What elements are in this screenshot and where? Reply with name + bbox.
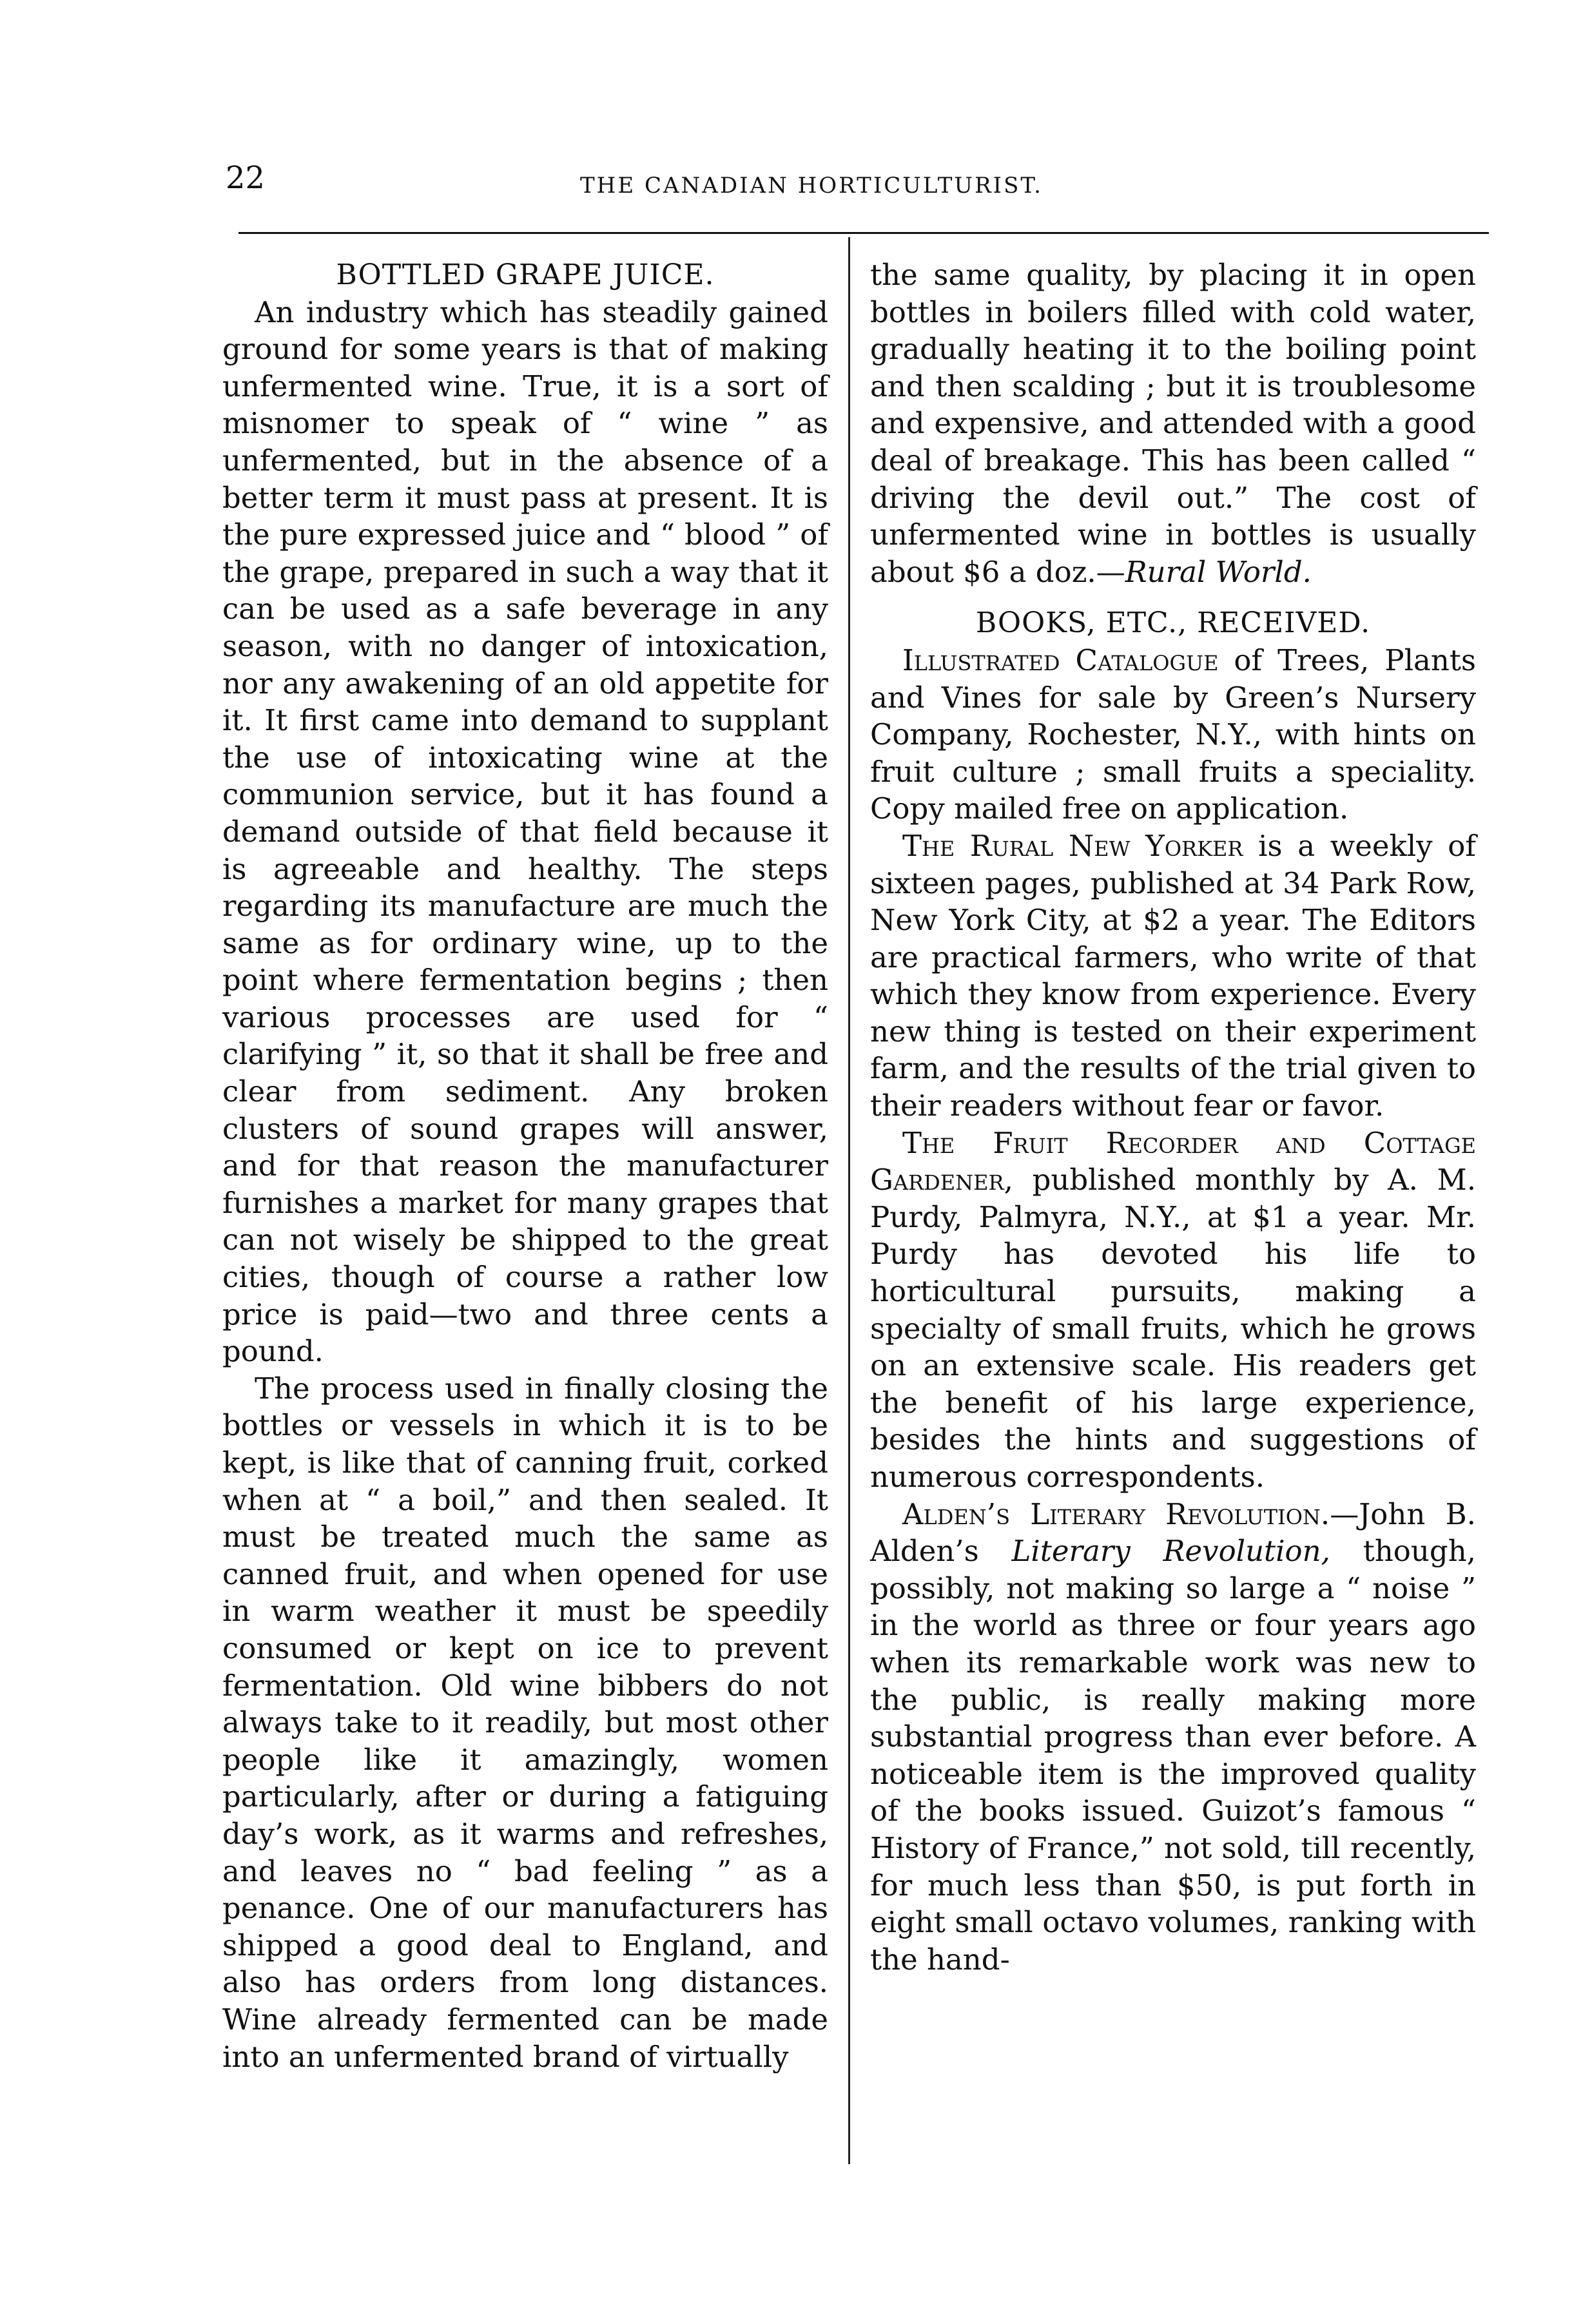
book-description: published monthly by A. M. Purdy, Palmyra, N.Y., at $1 a year. Mr. Purdy has devoted his life to horticultural pursuits, making a specialty of small fruits, which he grows on an extensive scale. His readers get the benefit of his large experience, besides the hints and suggestions of numerous correspondents. xyxy=(870,1163,1476,1494)
book-entry xyxy=(870,1125,1476,1496)
book-italic-title: Literary Revolution, xyxy=(1011,1534,1330,1569)
book-title: The Rural New Yorker xyxy=(902,828,1243,863)
book-description: —John B. Alden’s xyxy=(870,1496,1476,1569)
running-head: THE CANADIAN HORTICULTURIST. xyxy=(580,173,1043,199)
source-credit: Rural World. xyxy=(1125,554,1312,589)
article-paragraph-1: An industry which has steadily gained ground for some years is that of making unfermented wine. True, it is a sort of misnomer to speak of “ wine ” as unfermented, but in the absence of a better term it must pass at present. It is the pure expressed juice and “ blood ” of the grape, prepared in such a way that it can be used as a safe beverage in any season, with no danger of intoxication, nor any awakening of an old appetite for it. It first came into demand to supplant the use of intoxicating wine at the communion service, but it has found a demand outside of that field because it is agreeable and healthy. The steps regarding its manufacture are much the same as for ordinary wine, up to the point where fermentation begins ; then various processes are used for “ clarifying ” it, so that it shall be free and clear from sediment. Any broken clusters of sound grapes will answer, and for that reason the manufacturer furnishes a market for many grapes that can not wisely be shipped to the great cities, though of course a rather low price is paid—two and three cents a pound. xyxy=(222,295,828,1369)
right-column xyxy=(870,257,1476,1978)
article-heading: BOTTLED GRAPE JUICE. xyxy=(336,258,715,291)
book-entry xyxy=(870,1496,1476,1979)
page-number: 22 xyxy=(226,160,266,196)
article-paragraph-2: The process used in finally closing the bottles or vessels in which it is to be kept, is like that of canning fruit, corked when at “ a boil,” and then sealed. It must be treated much the same as canned fruit, and when opened for use in warm weather it must be speedily consumed or kept on ice to prevent fermentation. Old wine bibbers do not always take to it readily, but most other people like it amazingly, women particularly, after or during a fatiguing day’s work, as it warms and refreshes, and leaves no “ bad feeling ” as a penance. One of our manufacturers has shipped a good deal to England, and also has orders from long distances. Wine already fermented can be made into an unfermented brand of virtually xyxy=(222,1371,828,2074)
books-heading: BOOKS, ETC., RECEIVED. xyxy=(975,606,1371,640)
column-divider xyxy=(848,237,850,2164)
header-rule xyxy=(238,232,1489,234)
left-column xyxy=(222,257,828,2075)
book-entry xyxy=(870,828,1476,1125)
book-description: though, possibly, not making so large a “ noise ” in the world as three or four years ago when its remarkable work was new to the public, is really making more substantial progress than ever before. A noticeable item is the improved quality of the books issued. Guizot’s famous “ History of France,” not sold, till recently, for much less than $50, is put forth in eight small octavo volumes, ranking with the hand- xyxy=(870,1534,1476,1977)
book-entry xyxy=(870,642,1476,828)
book-title: Illustrated Catalogue xyxy=(902,643,1219,677)
article-continuation xyxy=(870,257,1476,590)
book-description: of Trees, Plants and Vines for sale by Green’s Nursery Company, Rochester, N.Y., with hints on fruit culture ; small fruits a speciality. Copy mailed free on application. xyxy=(870,643,1476,826)
book-title: The Fruit Recorder and Cottage Gardener, xyxy=(870,1125,1476,1197)
book-description: is a weekly of sixteen pages, published at 34 Park Row, New York City, at $2 a year. The Editors are practical farmers, who write of that which they know from experience. Every new thing is tested on their experiment farm, and the results of the trial given to their readers without fear or favor. xyxy=(870,828,1476,1123)
continuation-text: the same quality, by placing it in open bottles in boilers filled with cold water, gradually heating it to the boiling point and then scalding ; but it is troublesome and expensive, and attended with a good deal of breakage. This has been called “ driving the devil out.” The cost of unfermented wine in bottles is usually about $6 a doz.— xyxy=(870,258,1476,589)
book-title: Alden’s Literary Revolution. xyxy=(902,1496,1330,1531)
